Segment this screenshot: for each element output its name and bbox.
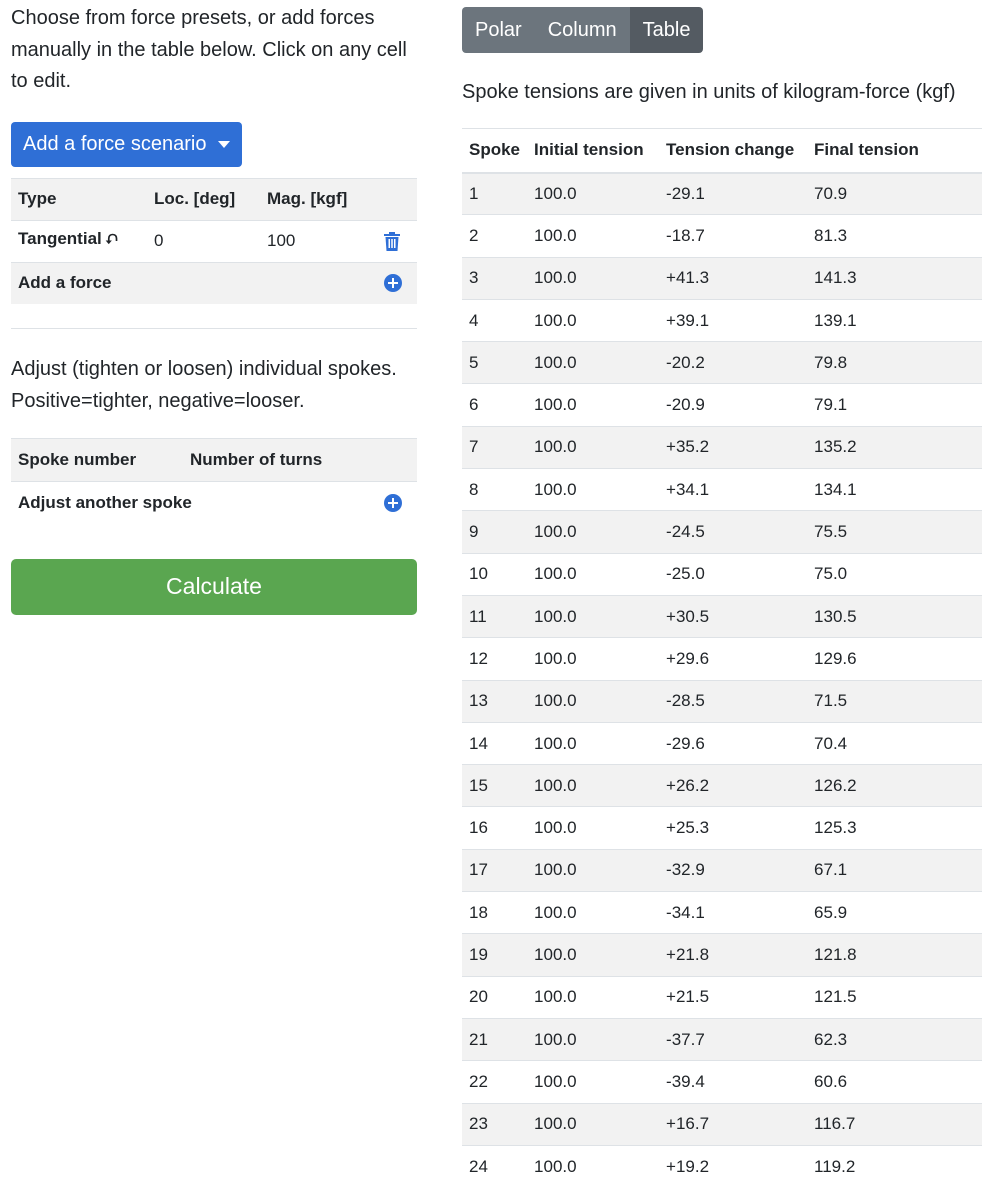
- header-number-of-turns: Number of turns: [183, 439, 377, 482]
- table-row: [462, 722, 982, 764]
- table-row: [462, 299, 982, 341]
- initial-tension-cell: 100.0: [527, 257, 659, 299]
- table-row: [462, 807, 982, 849]
- view-polar-button[interactable]: Polar: [462, 7, 535, 53]
- final-tension-cell: 81.3: [807, 215, 982, 257]
- force-table: [11, 178, 417, 305]
- tension-change-cell: +26.2: [659, 765, 807, 807]
- add-force-scenario-label: Add a force scenario: [23, 132, 207, 155]
- spoke-cell: 9: [462, 511, 527, 553]
- spoke-cell: 1: [462, 173, 527, 215]
- tension-change-cell: -24.5: [659, 511, 807, 553]
- initial-tension-cell: 100.0: [527, 173, 659, 215]
- table-row: [462, 1061, 982, 1103]
- table-row: [462, 1145, 982, 1187]
- table-row: [462, 934, 982, 976]
- table-row: [462, 765, 982, 807]
- tension-change-cell: -37.7: [659, 1018, 807, 1060]
- divider: [11, 328, 417, 329]
- spoke-cell: 20: [462, 976, 527, 1018]
- initial-tension-cell: 100.0: [527, 342, 659, 384]
- spoke-cell: 23: [462, 1103, 527, 1145]
- final-tension-cell: 125.3: [807, 807, 982, 849]
- initial-tension-cell: 100.0: [527, 215, 659, 257]
- final-tension-cell: 79.1: [807, 384, 982, 426]
- tension-change-cell: -29.1: [659, 173, 807, 215]
- table-row: [462, 553, 982, 595]
- initial-tension-cell: 100.0: [527, 1103, 659, 1145]
- initial-tension-cell: 100.0: [527, 384, 659, 426]
- table-row: [462, 638, 982, 680]
- final-tension-cell: 116.7: [807, 1103, 982, 1145]
- table-row: [462, 1018, 982, 1060]
- left-panel: [11, 0, 417, 615]
- tension-change-cell: +30.5: [659, 595, 807, 637]
- force-table-header: [11, 178, 417, 220]
- spoke-cell: 10: [462, 553, 527, 595]
- table-row: [462, 849, 982, 891]
- tension-change-cell: +41.3: [659, 257, 807, 299]
- initial-tension-cell: 100.0: [527, 849, 659, 891]
- table-row: [462, 511, 982, 553]
- initial-tension-cell: 100.0: [527, 807, 659, 849]
- spoke-cell: 19: [462, 934, 527, 976]
- force-location-cell[interactable]: 0: [147, 220, 260, 262]
- table-row: [462, 257, 982, 299]
- tension-change-cell: +21.8: [659, 934, 807, 976]
- table-row: [462, 976, 982, 1018]
- final-tension-cell: 67.1: [807, 849, 982, 891]
- force-row: [11, 220, 417, 262]
- table-row: [462, 892, 982, 934]
- table-row: [462, 595, 982, 637]
- tension-table: [462, 128, 982, 1188]
- final-tension-cell: 119.2: [807, 1145, 982, 1187]
- header-type: Type: [11, 178, 147, 220]
- header-tension-change: Tension change: [659, 129, 807, 173]
- initial-tension-cell: 100.0: [527, 1061, 659, 1103]
- calculate-label: Calculate: [166, 573, 262, 599]
- spoke-cell: 11: [462, 595, 527, 637]
- view-toggle-group: [462, 7, 703, 53]
- initial-tension-cell: 100.0: [527, 722, 659, 764]
- initial-tension-cell: 100.0: [527, 934, 659, 976]
- force-type-cell[interactable]: [11, 220, 147, 262]
- tension-change-cell: +39.1: [659, 299, 807, 341]
- tension-change-cell: -20.2: [659, 342, 807, 384]
- view-column-button[interactable]: Column: [535, 7, 630, 53]
- tension-change-cell: -29.6: [659, 722, 807, 764]
- table-row: [462, 173, 982, 215]
- initial-tension-cell: 100.0: [527, 511, 659, 553]
- spoke-cell: 8: [462, 469, 527, 511]
- final-tension-cell: 75.0: [807, 553, 982, 595]
- delete-force-cell: [377, 220, 417, 262]
- final-tension-cell: 70.4: [807, 722, 982, 764]
- tension-change-cell: +16.7: [659, 1103, 807, 1145]
- final-tension-cell: 70.9: [807, 173, 982, 215]
- spoke-cell: 21: [462, 1018, 527, 1060]
- spoke-cell: 16: [462, 807, 527, 849]
- add-force-scenario-button[interactable]: [11, 122, 242, 167]
- tension-change-cell: +21.5: [659, 976, 807, 1018]
- tension-change-cell: +29.6: [659, 638, 807, 680]
- spoke-cell: 22: [462, 1061, 527, 1103]
- adjust-spokes-table: [11, 438, 417, 525]
- final-tension-cell: 65.9: [807, 892, 982, 934]
- adjust-table-header: [11, 439, 417, 482]
- table-row: [462, 384, 982, 426]
- tension-change-cell: +35.2: [659, 426, 807, 468]
- final-tension-cell: 79.8: [807, 342, 982, 384]
- spoke-cell: 13: [462, 680, 527, 722]
- final-tension-cell: 139.1: [807, 299, 982, 341]
- tension-change-cell: -32.9: [659, 849, 807, 891]
- add-spoke-row[interactable]: [11, 482, 417, 525]
- table-row: [462, 680, 982, 722]
- spoke-cell: 24: [462, 1145, 527, 1187]
- chevron-double-down-icon[interactable]: ⮏: [105, 231, 118, 247]
- plus-circle-icon[interactable]: [384, 274, 405, 292]
- initial-tension-cell: 100.0: [527, 892, 659, 934]
- final-tension-cell: 141.3: [807, 257, 982, 299]
- final-tension-cell: 62.3: [807, 1018, 982, 1060]
- tension-change-cell: -39.4: [659, 1061, 807, 1103]
- header-final-tension: Final tension: [807, 129, 982, 173]
- final-tension-cell: 130.5: [807, 595, 982, 637]
- spoke-cell: 6: [462, 384, 527, 426]
- spoke-cell: 17: [462, 849, 527, 891]
- intro-text: Choose from force presets, or add forces manually in the table below. Click on any cell to edit.: [11, 7, 407, 92]
- table-row: [462, 426, 982, 468]
- final-tension-cell: 71.5: [807, 680, 982, 722]
- header-location: Loc. [deg]: [147, 178, 260, 220]
- header-initial-tension: Initial tension: [527, 129, 659, 173]
- final-tension-cell: 121.5: [807, 976, 982, 1018]
- initial-tension-cell: 100.0: [527, 1018, 659, 1060]
- spoke-cell: 14: [462, 722, 527, 764]
- table-row: [462, 1103, 982, 1145]
- tension-change-cell: +19.2: [659, 1145, 807, 1187]
- tension-change-cell: -28.5: [659, 680, 807, 722]
- right-panel: [462, 7, 982, 1188]
- caret-down-icon: [218, 141, 230, 148]
- header-spoke: Spoke: [462, 129, 527, 173]
- spoke-cell: 7: [462, 426, 527, 468]
- tension-change-cell: +34.1: [659, 469, 807, 511]
- table-row: [462, 215, 982, 257]
- final-tension-cell: 134.1: [807, 469, 982, 511]
- force-magnitude-cell[interactable]: 100: [260, 220, 377, 262]
- tension-change-cell: +25.3: [659, 807, 807, 849]
- final-tension-cell: 121.8: [807, 934, 982, 976]
- initial-tension-cell: 100.0: [527, 765, 659, 807]
- header-magnitude: Mag. [kgf]: [260, 178, 377, 220]
- initial-tension-cell: 100.0: [527, 595, 659, 637]
- spoke-cell: 5: [462, 342, 527, 384]
- add-force-row[interactable]: [11, 262, 417, 304]
- tension-change-cell: -25.0: [659, 553, 807, 595]
- tension-table-body: [462, 173, 982, 1188]
- trash-icon[interactable]: [384, 232, 405, 251]
- view-table-button[interactable]: Table: [630, 7, 704, 53]
- initial-tension-cell: 100.0: [527, 976, 659, 1018]
- final-tension-cell: 129.6: [807, 638, 982, 680]
- add-force-label: Add a force: [11, 262, 377, 304]
- initial-tension-cell: 100.0: [527, 680, 659, 722]
- spoke-cell: 12: [462, 638, 527, 680]
- plus-circle-icon[interactable]: [384, 494, 405, 512]
- final-tension-cell: 135.2: [807, 426, 982, 468]
- tension-change-cell: -18.7: [659, 215, 807, 257]
- final-tension-cell: 60.6: [807, 1061, 982, 1103]
- spoke-cell: 4: [462, 299, 527, 341]
- spoke-cell: 18: [462, 892, 527, 934]
- initial-tension-cell: 100.0: [527, 553, 659, 595]
- calculate-button[interactable]: [11, 559, 417, 615]
- initial-tension-cell: 100.0: [527, 1145, 659, 1187]
- spoke-cell: 15: [462, 765, 527, 807]
- table-row: [462, 469, 982, 511]
- initial-tension-cell: 100.0: [527, 638, 659, 680]
- initial-tension-cell: 100.0: [527, 426, 659, 468]
- header-spoke-number: Spoke number: [11, 439, 183, 482]
- tension-change-cell: -20.9: [659, 384, 807, 426]
- initial-tension-cell: 100.0: [527, 469, 659, 511]
- force-type-value: Tangential: [18, 229, 102, 248]
- spoke-cell: 3: [462, 257, 527, 299]
- tension-change-cell: -34.1: [659, 892, 807, 934]
- final-tension-cell: 126.2: [807, 765, 982, 807]
- spoke-cell: 2: [462, 215, 527, 257]
- table-row: [462, 342, 982, 384]
- units-note: Spoke tensions are given in units of kilogram-force (kgf): [462, 81, 956, 103]
- initial-tension-cell: 100.0: [527, 299, 659, 341]
- tension-table-header: [462, 129, 982, 173]
- adjust-text: Adjust (tighten or loosen) individual spokes. Positive=tighter, negative=looser.: [11, 358, 397, 412]
- add-spoke-label: Adjust another spoke: [11, 482, 377, 525]
- final-tension-cell: 75.5: [807, 511, 982, 553]
